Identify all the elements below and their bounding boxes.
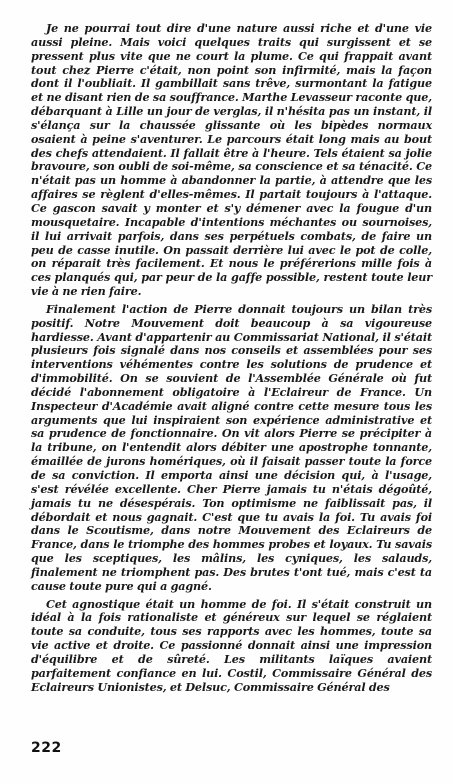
page-number: 222: [31, 740, 62, 756]
paragraph-2: Finalement l'action de Pierre donnait toujours un bilan très positif. Notre Mouvement doit beaucoup à sa vigoureuse hardiesse. Avant d'appartenir au Commissariat National, il s'était plusieurs fois signalé dans nos conseils et assemblées pour ses interventions véhémentes contre les solutions de prudence et d'immobilité. On se souvient de l'Assemblée Générale où fut décidé l'abonnement obligatoire à l'Eclaireur de France. Un Inspecteur d'Académie avait aligné contre cette mesure tous les arguments que lui inspiraient son expérience administrative et sa prudence de fonctionnaire. On vit alors Pierre se précipiter à la tribune, on l'entendit alors débiter une apostrophe tonnante, émaillée de jurons homériques, où il faisait passer toute la force de sa conviction. Il emporta ainsi une décision qui, à l'usage, s'est révélée excellente. Cher Pierre jamais tu n'étais dégoûté, jamais tu ne désespérais. Ton optimisme ne faiblissait pas, il débordait et nous gagnait. C'est que tu avais la foi. Tu avais foi dans le Scoutisme, dans notre Mouvement des Eclaireurs de France, dans le triomphe des hommes probes et loyaux. Tu savais que les sceptiques, les mâlins, les cyniques, les salauds, finalement ne triomphent pas. Des brutes t'ont tué, mais c'est ta cause toute pure qui a gagné.: [31, 301, 432, 593]
body-text: [31, 22, 432, 695]
paragraph-1: Je ne pourrai tout dire d'une nature aussi riche et d'une vie aussi pleine. Mais voici quelques traits qui surgissent et se pressent plus vite que ne court la plume. Ce qui frappait avant tout chez Pierre c'était, non point son infirmité, mais la façon dont il l'oubliait. Il gambillait sans trêve, surmontant la fatigue et ne disant rien de sa souffrance. Marthe Levasseur raconte que, débarquant à Lille un jour de verglas, il n'hésita pas un instant, il s'élança sur la chaussée glissante où les bipèdes normaux osaient à peine s'aventurer. Le parcours était long mais au bout des chefs attendaient. Il fallait être à l'heure. Tels étaient sa jolie bravoure, son oubli de soi-même, sa conscience et sa ténacité. Ce n'était pas un homme à abandonner la partie, à attendre que les affaires se règlent d'elles-mêmes. Il partait toujours à l'attaque. Ce gascon savait y monter et s'y démener avec la fougue d'un mousquetaire. Incapable d'intentions méchantes ou sournoises, il lui arrivait parfois, dans ses perpétuels combats, de faire un peu de casse inutile. On passait derrière lui avec le pot de colle, on réparait très facilement. Et nous le préférerions mille fois à ces planqués qui, par peur de la gaffe possible, restent toute leur vie à ne rien faire.: [31, 21, 432, 299]
paragraph-3: Cet agnostique était un homme de foi. Il s'était construit un idéal à la fois rationaliste et généreux sur lequel se réglaient toute sa conduite, tous ses rapports avec les hommes, toute sa vie active et droite. Ce passionné donnait ainsi une impression d'équilibre et de sûreté. Les militants laïques avaient parfaitement confiance en lui. Costil, Commissaire Général des Eclaireurs Unionistes, et Delsuc, Commissaire Général des: [31, 596, 432, 694]
